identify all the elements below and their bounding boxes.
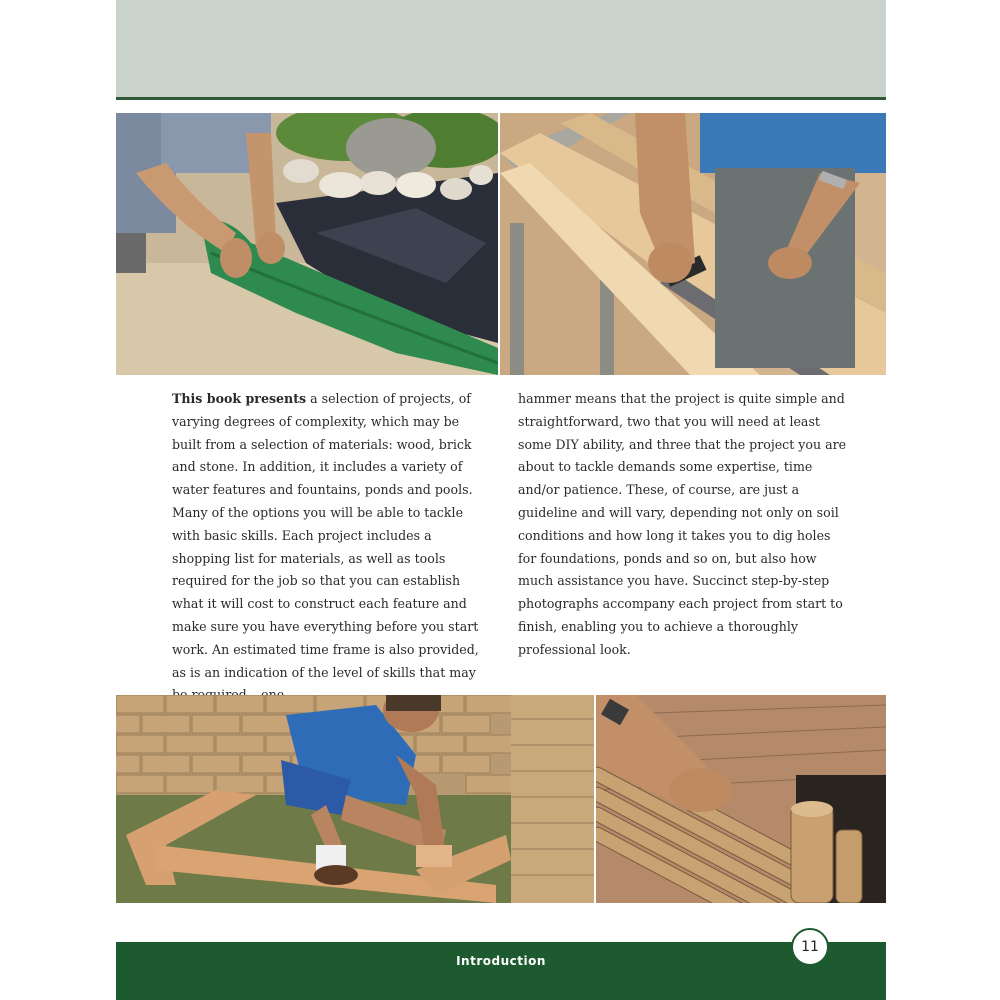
photo-measuring-timber [500, 113, 886, 375]
page-number-badge: 11 [791, 928, 829, 966]
section-label: Introduction [456, 954, 546, 968]
body-text-lead-in: This book presents [172, 391, 307, 406]
header-band [116, 0, 886, 97]
body-text-left-column [172, 388, 488, 707]
photo-laying-bricks [116, 695, 594, 903]
book-page [116, 0, 886, 1000]
body-text-right-column: hammer means that the project is quite simple and straightforward, two that you will need at least some DIY ability, and three that the project you are about to tackle demands some expertise, time and/or patience. These, of course, are just a guideline and will vary, depending not only on soil conditions and how long it takes you to dig holes for foundations, ponds and so on, but also how much assistance you have. Succinct step-by-step photographs accompany each project from start to finish, enabling you to achieve a thoroughly professional look. [518, 391, 847, 657]
header-rule [116, 97, 886, 100]
photo-pond-edging [116, 113, 498, 375]
photo-log-edging [596, 695, 886, 903]
footer-band [116, 942, 886, 1000]
body-text-left: a selection of projects, of varying degrees of complexity, which may be built from a selection of materials: wood, brick and stone. In addition, it includes a variety of water features and fountains, ponds and pools. Many of the options you will be able to tackle with basic skills. Each project includes a shopping list for materials, as well as tools required for the job so that you can establish what it will cost to construct each feature and make sure you have everything before you start work. An estimated time frame is also provided, as is an indication of the level of skills that may [172, 391, 479, 680]
